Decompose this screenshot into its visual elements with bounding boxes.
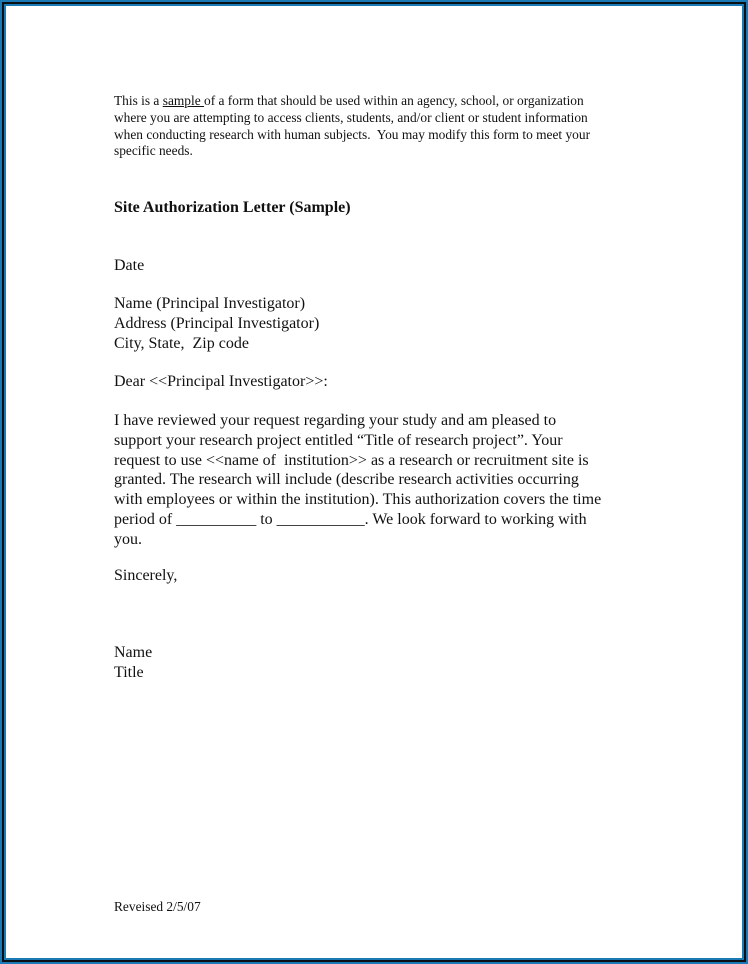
paragraph-line: period of __________ to ___________. We look forward to working with: [114, 510, 587, 528]
paragraph-line: you.: [114, 530, 142, 548]
signature-name: Name: [114, 644, 153, 661]
intro-line1-rest: of a form that should be used within an agency, school, or organization: [204, 93, 584, 108]
recipient-address: [114, 294, 319, 353]
paragraph-line: request to use <<name of institution>> as a research or recruitment site is: [114, 451, 589, 469]
intro-line2: where you are attempting to access clients, students, and/or client or student information: [114, 109, 588, 125]
salutation: Dear <<Principal Investigator>>:: [114, 373, 328, 390]
letter-title: Site Authorization Letter (Sample): [114, 199, 351, 216]
paragraph-line: I have reviewed your request regarding your study and am pleased to: [114, 412, 557, 429]
recipient-city: City, State, Zip code: [114, 334, 249, 352]
paragraph-line: support your research project entitled “Title of research project”. Your: [114, 431, 563, 449]
revision-date: Reveised 2/5/07: [114, 899, 201, 914]
intro-note: [114, 93, 590, 160]
intro-line4: specific needs.: [114, 143, 193, 159]
recipient-name: Name (Principal Investigator): [114, 295, 306, 312]
intro-line3: when conducting research with human subjects. You may modify this form to meet your: [114, 126, 591, 142]
intro-prefix: This is a: [114, 93, 163, 108]
recipient-street: Address (Principal Investigator): [114, 314, 320, 332]
signature-title: Title: [114, 663, 144, 681]
intro-sample-underlined: sample: [162, 93, 205, 108]
signature-block: [114, 643, 152, 683]
paragraph-line: with employees or within the institution). This authorization covers the time: [114, 491, 602, 509]
letter-body-paragraph: [114, 411, 601, 550]
closing: Sincerely,: [114, 567, 178, 584]
paragraph-line: granted. The research will include (describe research activities occurring: [114, 471, 579, 489]
date-line: Date: [114, 257, 145, 274]
